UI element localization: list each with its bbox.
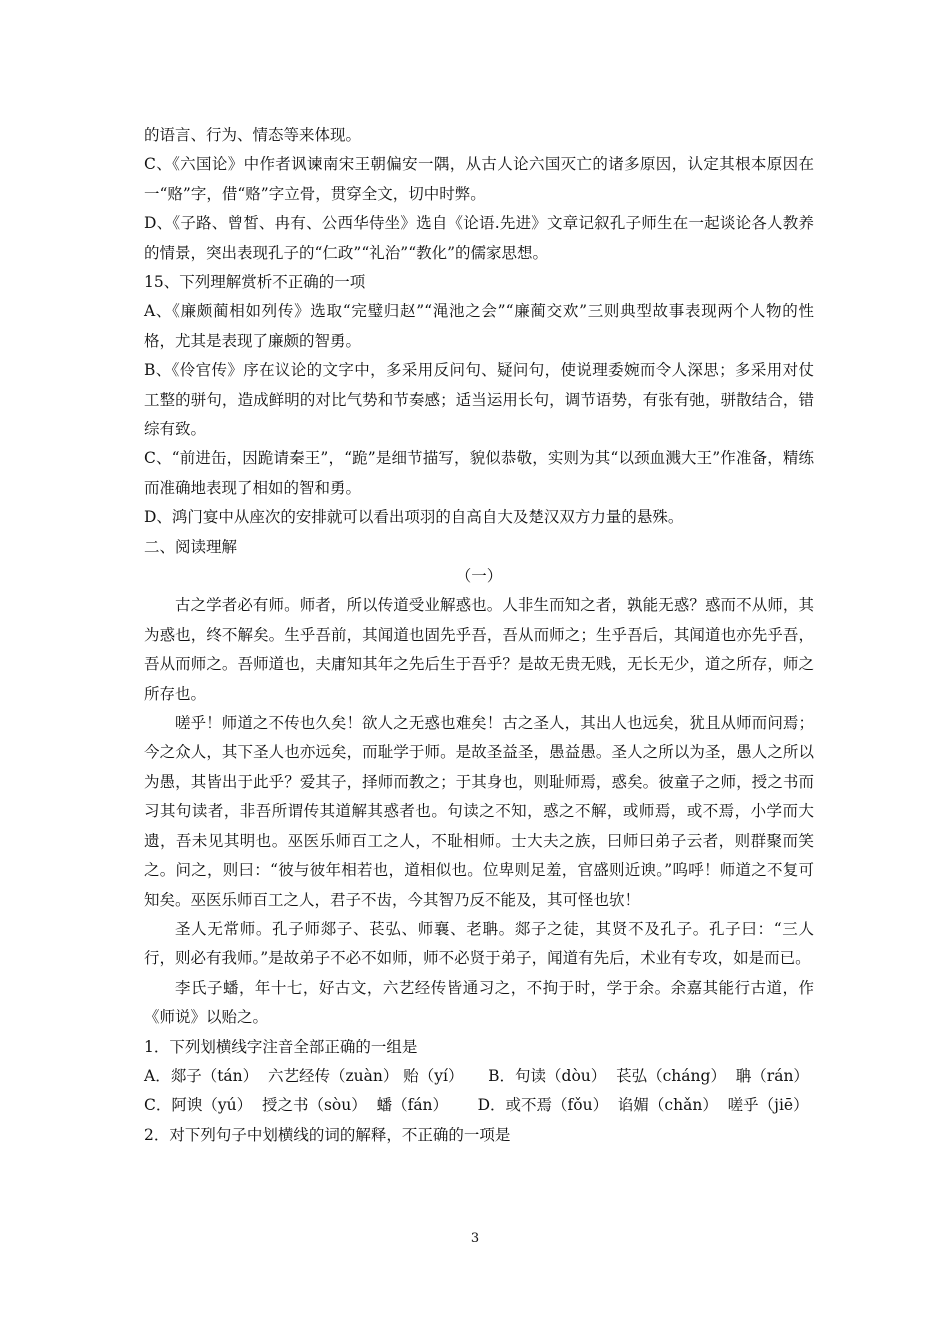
question-1-options-row-1: A．郯子（tán） 六艺经传（zuàn） 贻（yí） B．句读（dòu） 苌弘（cháng） 聃（rán） [144, 1066, 809, 1085]
page-number: 3 [470, 1231, 480, 1246]
question-2: 2．对下列句子中划横线的词的解释，不正确的一项是 [144, 1125, 511, 1144]
question-15: 15、下列理解赏析不正确的一项 [144, 273, 366, 292]
question-1-options-row-2: C．阿谀（yú） 授之书（sòu） 蟠（fán） D．或不焉（fǒu） 谄媚（chǎn） 嗟乎（jiē） [144, 1096, 809, 1115]
passage-paragraph-1: 古之学者必有师。师者，所以传道受业解惑也。人非生而知之者，孰能无惑？惑而不从师，其为惑也，终不解矣。生乎吾前，其闻道也固先乎吾，吾从而师之；生乎吾后，其闻道也亦先乎吾，吾从而师之。吾师道也，夫庸知其年之先后生于吾乎？是故无贵无贱，无长无少，道之所存，师之所存也。 [144, 596, 814, 703]
option-b-15: B、《伶官传》序在议论的文字中，多采用反问句、疑问句，使说理委婉而令人深思；多采用对仗工整的骈句，造成鲜明的对比气势和节奏感；适当运用长句，调节语势，有张有弛，骈散结合，错综有致。 [144, 361, 814, 439]
text-line: 的语言、行为、情态等来体现。 [144, 126, 362, 144]
option-c-14: C、《六国论》中作者讽谏南宋王朝偏安一隅，从古人论六国灭亡的诸多原因，认定其根本原因在一“赂”字，借“赂”字立骨，贯穿全文，切中时弊。 [144, 155, 814, 203]
section-heading: 二、阅读理解 [144, 537, 238, 556]
passage-paragraph-3: 圣人无常师。孔子师郯子、苌弘、师襄、老聃。郯子之徒，其贤不及孔子。孔子曰：“三人行，则必有我师。”是故弟子不必不如师，师不必贤于弟子，闻道有先后，术业有专攻，如是而已。 [144, 919, 814, 968]
option-d-15: D、鸿门宴中从座次的安排就可以看出项羽的自高自大及楚汉双方力量的悬殊。 [144, 508, 684, 527]
option-d-14: D、《子路、曾皙、冉有、公西华侍坐》选自《论语.先进》文章记叙孔子师生在一起谈论各人教养的情景，突出表现孔子的“仁政”“礼治”“教化”的儒家思想。 [144, 214, 814, 262]
passage-paragraph-4: 李氏子蟠，年十七，好古文，六艺经传皆通习之，不拘于时，学于余。余嘉其能行古道，作《师说》以贻之。 [144, 978, 814, 1027]
page-content [144, 121, 814, 1150]
option-c-15: C、“前进缶，因跪请秦王”，“跪”是细节描写，貌似恭敬，实则为其“以颈血溅大王”作准备，精练而准确地表现了相如的智和勇。 [144, 449, 814, 497]
passage-paragraph-2: 嗟乎！师道之不传也久矣！欲人之无惑也难矣！古之圣人，其出人也远矣，犹且从师而问焉；今之众人，其下圣人也亦远矣，而耻学于师。是故圣益圣，愚益愚。圣人之所以为圣，愚人之所以为愚，其皆出于此乎？爱其子，择师而教之；于其身也，则耻师焉，惑矣。彼童子之师，授之书而习其句读者，非吾所谓传其道解其惑者也。句读之不知，惑之不解，或师焉，或不焉，小学而大遗，吾未见其明也。巫医乐师百工之人，不耻相师。士大夫之族，曰师曰弟子云者，则群聚而笑之。问之，则曰：“彼与彼年相若也，道相似也。位卑则足羞，官盛则近谀。”呜呼！师道之不复可知矣。巫医乐师百工之人，君子不齿，今其智乃反不能及，其可怪也欤！ [144, 714, 814, 909]
option-a-15: A、《廉颇蔺相如列传》选取“完璧归赵”“渑池之会”“廉蔺交欢”三则典型故事表现两个人物的性格，尤其是表现了廉颇的智勇。 [144, 302, 814, 350]
question-1: 1．下列划横线字注音全部正确的一组是 [144, 1037, 418, 1056]
subsection-heading: （一） [455, 567, 503, 586]
